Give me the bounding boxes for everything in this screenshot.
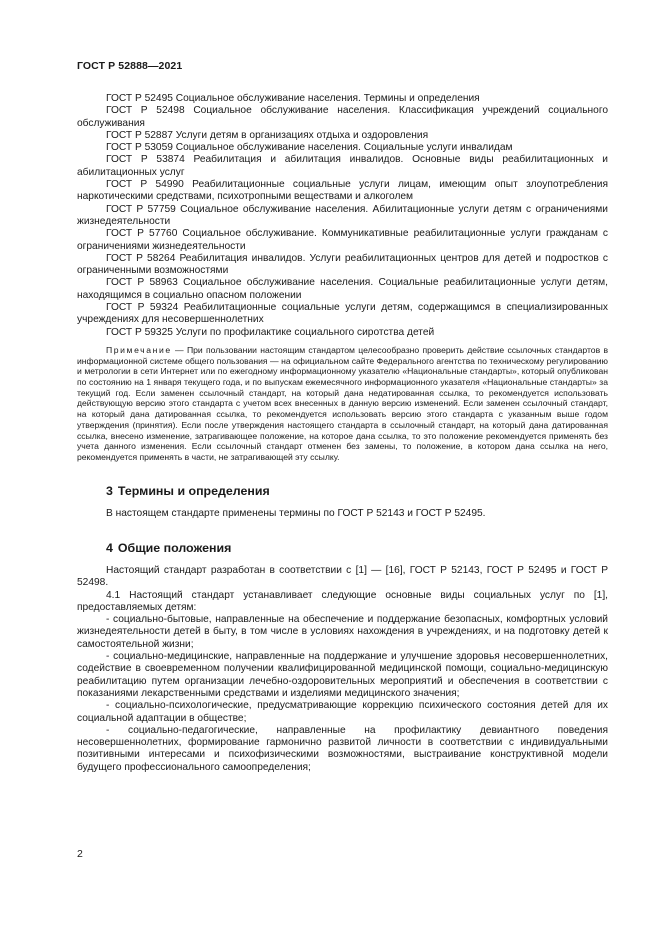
reference-item: ГОСТ Р 52887 Услуги детям в организациях отдыха и оздоровления (106, 129, 429, 141)
reference-item: ГОСТ Р 59324 Реабилитационные социальные услуги детям, содержащимся в специализированных учреждениях для несовершеннолетних (77, 302, 608, 326)
reference-item: ГОСТ Р 58963 Социальное обслуживание населения. Социальные реабилитационные услуги детям, находящимся в социально опасном положении (77, 277, 608, 301)
reference-item: ГОСТ Р 59325 Услуги по профилактике социального сиротства детей (106, 326, 435, 338)
section-4-paragraph: Настоящий стандарт разработан в соответствии с [1] — [16], ГОСТ Р 52143, ГОСТ Р 52495 и ГОСТ Р 52498. (77, 564, 608, 589)
document-code-header: ГОСТ Р 52888—2021 (77, 60, 183, 72)
reference-item: ГОСТ Р 52495 Социальное обслуживание населения. Термины и определения (106, 93, 480, 104)
section-4-paragraph: - социально-педагогические, направленные на профилактику девиантного поведения несовершеннолетних, формирование гармонично развитой личности в соответствии с индивидуальными позитивными интересами и психофизическими возможностями, выстраивание конструктивной модели будущего профессионального самоопределения; (77, 724, 608, 773)
section-4-title: Общие положения (117, 540, 232, 555)
references-note (77, 345, 608, 463)
reference-item: ГОСТ Р 58264 Реабилитация инвалидов. Услуги реабилитационных центров для детей и подростков с ограниченными возможностями (77, 252, 608, 277)
section-4-paragraph: - социально-бытовые, направленные на обеспечение и поддержание безопасных, комфортных условий жизнедеятельности детей в быту, в том числе в условиях нахождения в учреждениях, и на подготовку детей к самостоятельной жизни; (77, 614, 608, 650)
section-3-text: В настоящем стандарте применены термины по ГОСТ Р 52143 и ГОСТ Р 52495. (106, 507, 486, 519)
reference-item: ГОСТ Р 53874 Реабилитация и абилитация инвалидов. Основные виды реабилитационных и абилитационных услуг (77, 154, 608, 178)
reference-item: ГОСТ Р 57759 Социальное обслуживание населения. Абилитационные услуги детям с ограничениями жизнедеятельности (77, 203, 608, 227)
page-number: 2 (77, 848, 83, 860)
section-3-title: Термины и определения (117, 483, 270, 498)
section-4-heading (77, 541, 608, 555)
note-label: Примечание (106, 344, 172, 355)
note-text: При пользовании настоящим стандартом целесообразно проверить действие ссылочных стандартов в информационной системе общего пользования — на официальном сайте Федерального агентства по техническому регулированию и метрологии в сети Интернет или по ежегодному информационному указателю «Национальные стандарты», который опубликован по состоянию на 1 января текущего года, и по выпускам ежемесячного информационного указателя «Национальные стандарты» за текущий год. Если заменен ссылочный стандарт, на который дана недатированная ссылка, то рекомендуется использовать действующую версию этого стандарта с учетом всех внесенных в данную версию изменений. Если заменен ссылочный стандарт, на который дана датированная ссылка, то рекомендуется использовать версию этого стандарта с указанным выше годом утверждения (принятия). Если после утверждения настоящего стандарта в ссылочный стандарт, на который дана датированная ссылка, внесено изменение, затрагивающее положение, на которое дана ссылка, то это положение рекомендуется применять без учета данного изменения. Если ссылочный стандарт отменен без замены, то положение, в котором дана ссылка на него, рекомендуется применять в части, не затрагивающей эту ссылку. (77, 344, 609, 462)
section-4-paragraph: - социально-медицинские, направленные на поддержание и улучшение здоровья несовершеннолетних, содействие в своевременном получении квалифицированной медицинской помощи, социально-медицинскую реабилитацию путем организации лечебно-оздоровительных мероприятий и обеспечения в соответствии с показаниями лекарственными средствами и изделиями медицинского значения; (77, 651, 608, 699)
reference-item: ГОСТ Р 52498 Социальное обслуживание населения. Классификация учреждений социального обслуживания (77, 105, 608, 129)
note-dash: — (171, 344, 187, 355)
section-4-number: 4 (106, 540, 113, 555)
section-4-paragraph: 4.1 Настоящий стандарт устанавливает следующие основные виды социальных услуг по [1], предоставляемых детям: (77, 589, 608, 613)
normative-references-list (77, 93, 608, 339)
section-3-number: 3 (106, 483, 113, 498)
section-3-heading (77, 484, 608, 498)
section-4-paragraph: - социально-психологические, предусматривающие коррекцию психического состояния детей для их социальной адаптации в обществе; (77, 700, 608, 724)
reference-item: ГОСТ Р 54990 Реабилитационные социальные услуги лицам, имеющим опыт злоупотребления наркотическими средствами, психотропными веществами и алкоголем (77, 179, 608, 203)
reference-item: ГОСТ Р 53059 Социальное обслуживание населения. Социальные услуги инвалидам (106, 142, 513, 154)
reference-item: ГОСТ Р 57760 Социальное обслуживание. Коммуникативные реабилитационные услуги гражданам с ограничениями жизнедеятельности (77, 228, 608, 252)
page-content (77, 93, 608, 774)
